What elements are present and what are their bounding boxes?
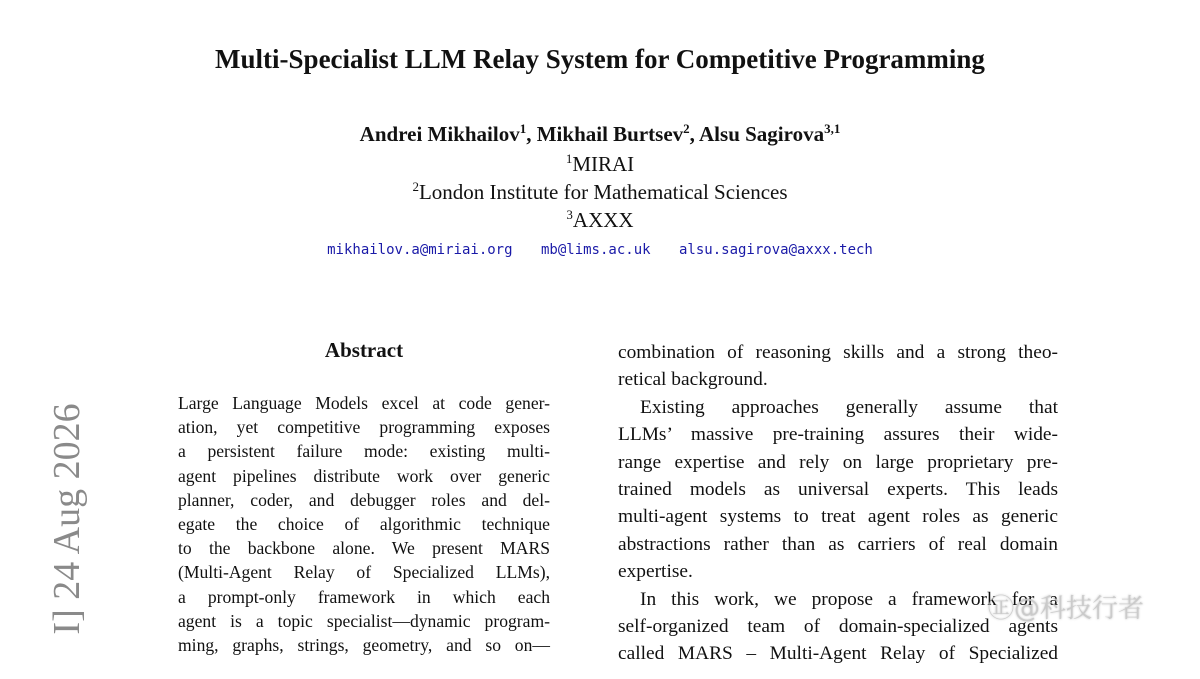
email-list xyxy=(0,242,1200,258)
abstract-line: (Multi-Agent Relay of Specialized LLMs), xyxy=(178,562,550,583)
email-link[interactable]: alsu.sagirova@axxx.tech xyxy=(679,242,873,258)
body-line: combination of reasoning skills and a strong theo- xyxy=(618,342,1058,363)
author-affiliation-mark: 2 xyxy=(683,121,690,136)
email-link[interactable]: mikhailov.a@miriai.org xyxy=(327,242,513,258)
abstract-body xyxy=(178,391,550,657)
body-line: self-organized team of domain-specialized agents xyxy=(618,615,1058,637)
paper-title: Multi-Specialist LLM Relay System for Competitive Programming xyxy=(215,44,985,74)
abstract-line: a persistent failure mode: existing multi- xyxy=(178,441,550,462)
body-line: range expertise and rely on large proprietary pre- xyxy=(618,451,1058,473)
watermark: ㊣@科技行者 xyxy=(988,594,1145,624)
abstract-line: Large Language Models excel at code gener- xyxy=(178,393,550,413)
body-line: LLMs’ massive pre-training assures their wide- xyxy=(618,424,1058,446)
author-list: Andrei Mikhailov$^1$, Mikhail Burtsev$^2$, Alsu Sagirova$^{3,1}$ xyxy=(359,121,841,146)
affiliation-mark: 2 xyxy=(412,179,419,194)
body-line: multi-agent systems to treat agent roles as generic xyxy=(618,506,1058,528)
abstract-line: to the backbone alone. We present MARS xyxy=(178,538,550,559)
author-name: Andrei Mikhailov xyxy=(359,122,520,146)
abstract-line: ation, yet competitive programming exposes xyxy=(178,417,550,438)
affiliation-mark: 1 xyxy=(565,151,573,166)
affiliation xyxy=(0,179,1200,205)
author-name: Mikhail Burtsev xyxy=(536,122,684,146)
body-line: expertise. xyxy=(618,561,693,583)
arxiv-stamp: I] 24 Aug 2026 xyxy=(46,403,88,635)
abstract-line: planner, coder, and debugger roles and del- xyxy=(178,489,550,510)
affiliation xyxy=(0,151,1200,177)
abstract-line: agent is a topic specialist—dynamic program- xyxy=(178,610,550,631)
body-line: trained models as universal experts. This leads xyxy=(618,478,1058,500)
affiliation-mark: 3 xyxy=(566,207,573,222)
abstract-heading: Abstract xyxy=(324,338,404,362)
body-line: Existing approaches generally assume that xyxy=(640,396,1058,418)
abstract-line: egate the choice of algorithmic technique xyxy=(178,513,550,534)
abstract-line: ming, graphs, strings, geometry, and so on— xyxy=(178,634,550,655)
body-line: called MARS – Multi-Agent Relay of Specialized xyxy=(618,643,1058,665)
affiliation xyxy=(0,207,1200,233)
body-line: In this work, we propose a framework for a xyxy=(640,588,1058,610)
body-line: abstractions rather than as carriers of real domain xyxy=(618,533,1058,555)
affiliation-name: London Institute for Mathematical Sciences xyxy=(418,180,788,204)
email-link[interactable]: mb@lims.ac.uk xyxy=(540,242,651,258)
abstract-line: a prompt-only framework in which each xyxy=(178,586,550,607)
author-affiliation-mark: 3,1 xyxy=(824,121,841,136)
affiliation-name: MIRAI xyxy=(572,152,635,176)
body-line: retical background. xyxy=(618,369,768,391)
author-affiliation-mark: 1 xyxy=(519,121,527,136)
author-name: Alsu Sagirova xyxy=(699,122,825,146)
abstract-line: agent pipelines distribute work over generic xyxy=(178,465,550,486)
affiliation-name: AXXX xyxy=(572,208,634,232)
